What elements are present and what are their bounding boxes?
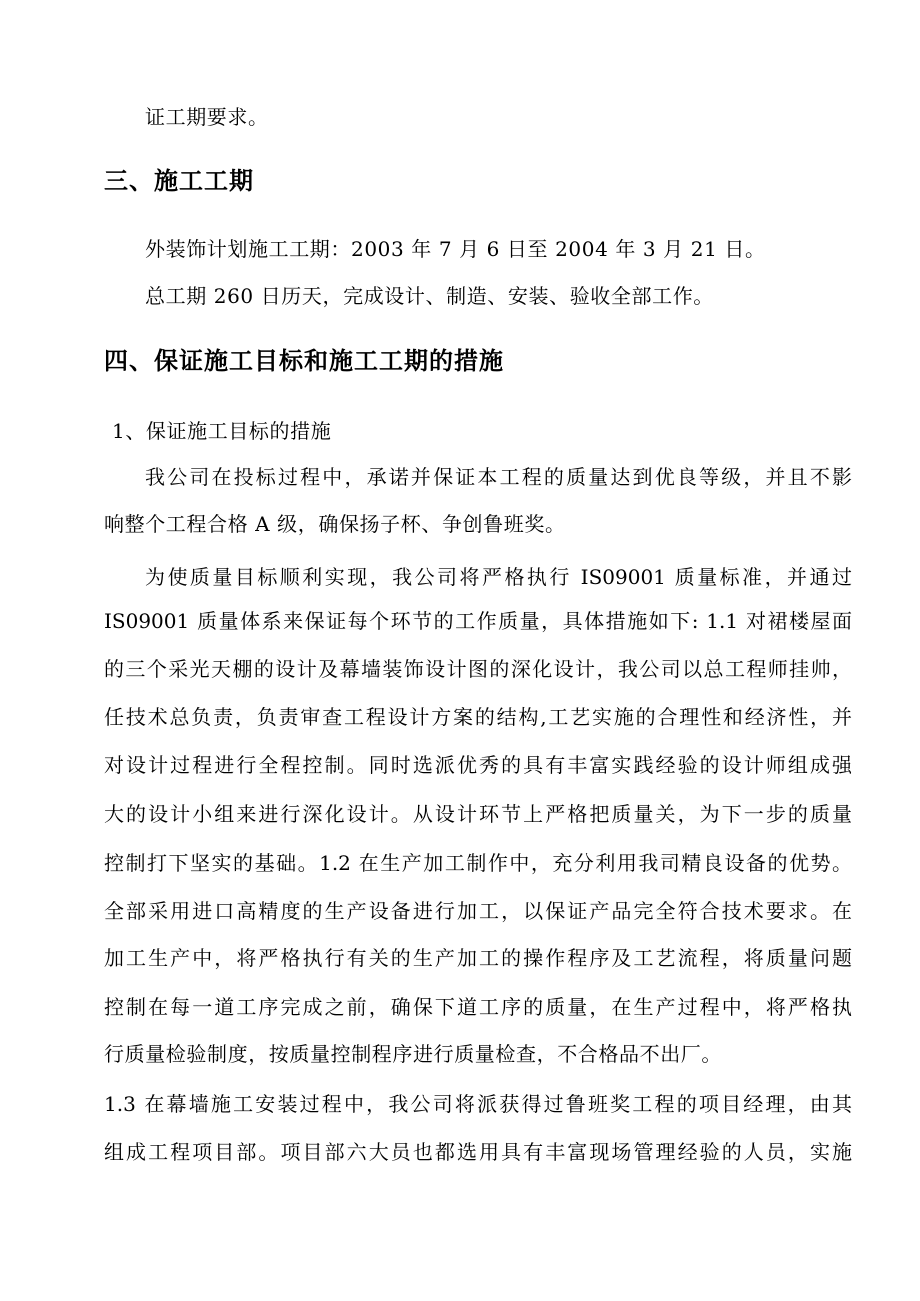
- text-line: 对设计过程进行全程控制。同时选派优秀的具有丰富实践经验的设计师组成强: [104, 753, 852, 777]
- text-line: 外装饰计划施工工期：2003 年 7 月 6 日至 2004 年 3 月 21 日。: [145, 237, 766, 261]
- text-line: 为使质量目标顺利实现，我公司将严格执行 IS09001 质量标准，并通过: [145, 565, 852, 589]
- text-line: 任技术总负责，负责审查工程设计方案的结构,工艺实施的合理性和经济性，并: [104, 705, 852, 729]
- text-line: 的三个采光天棚的设计及幕墙装饰设计图的深化设计，我公司以总工程师挂帅，: [104, 657, 852, 681]
- text-line: 行质量检验制度，按质量控制程序进行质量检查，不合格品不出厂。: [104, 1042, 722, 1066]
- text-line: 总工期 260 日历天，完成设计、制造、安装、验收全部工作。: [145, 284, 714, 308]
- text-line: 大的设计小组来进行深化设计。从设计环节上严格把质量关，为下一步的质量: [104, 802, 852, 826]
- text-line: 我公司在投标过程中，承诺并保证本工程的质量达到优良等级，并且不影: [145, 465, 852, 489]
- text-line: 响整个工程合格 A 级，确保扬子杯、争创鲁班奖。: [104, 512, 566, 536]
- subsection-heading: 1、保证施工目标的措施: [112, 419, 332, 443]
- text-line: 控制打下坚实的基础。1.2 在生产加工制作中，充分利用我司精良设备的优势。: [104, 851, 852, 875]
- text-line: 加工生产中，将严格执行有关的生产加工的操作程序及工艺流程，将质量问题: [104, 946, 852, 970]
- section-heading-schedule: 三、施工工期: [104, 167, 254, 195]
- text-line: 证工期要求。: [145, 105, 269, 129]
- text-line: 控制在每一道工序完成之前，确保下道工序的质量，在生产过程中，将严格执: [104, 995, 852, 1019]
- text-line: 1.3 在幕墙施工安装过程中，我公司将派获得过鲁班奖工程的项目经理，由其: [104, 1092, 852, 1116]
- text-line: IS09001 质量体系来保证每个环节的工作质量，具体措施如下: 1.1 对裙楼屋面: [104, 609, 852, 633]
- text-line: 全部采用进口高精度的生产设备进行加工，以保证产品完全符合技术要求。在: [104, 899, 852, 923]
- section-heading-measures: 四、保证施工目标和施工工期的措施: [104, 347, 504, 375]
- text-line: 组成工程项目部。项目部六大员也都选用具有丰富现场管理经验的人员，实施: [104, 1140, 852, 1164]
